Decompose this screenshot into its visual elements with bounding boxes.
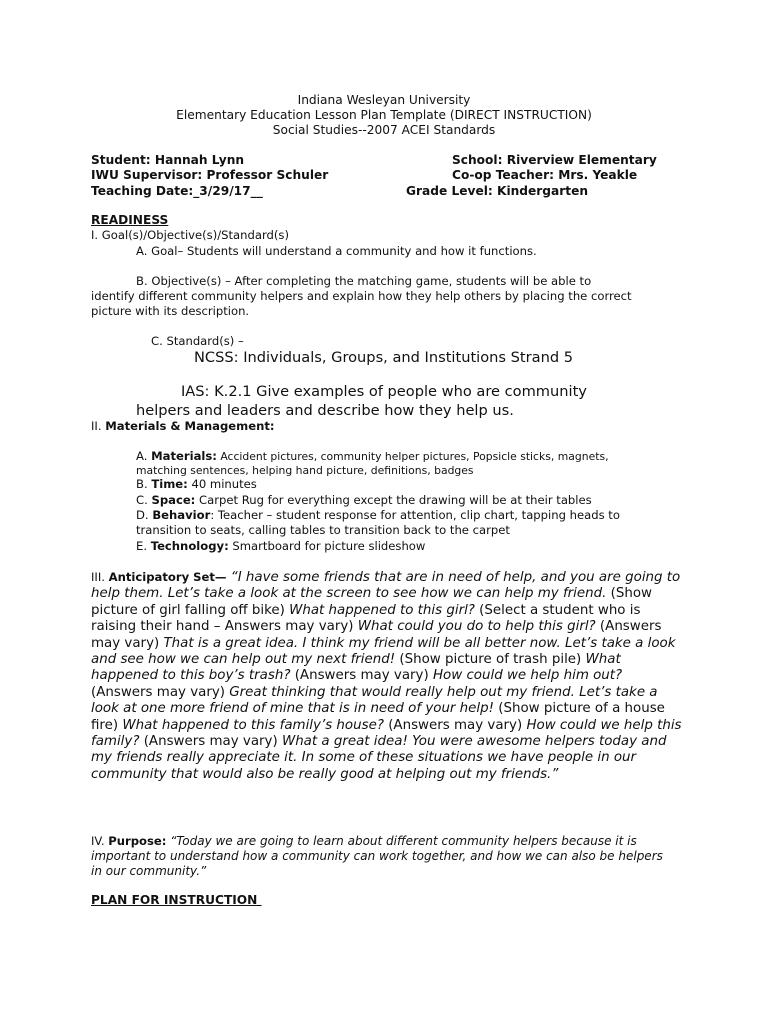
materials-line-1: A. Materials: Accident pictures, community helper pictures, Popsicle sticks, magnets, [136, 449, 609, 463]
space-line: C. Space: Carpet Rug for everything except the drawing will be at their tables [136, 493, 592, 507]
ncss-standard: NCSS: Individuals, Groups, and Institutions Strand 5 [194, 349, 574, 366]
ias-standard-line-1: IAS: K.2.1 Give examples of people who are community [181, 383, 587, 400]
behavior-line-2: transition to seats, calling tables to transition back to the carpet [136, 523, 510, 537]
anticipatory-set: III. Anticipatory Set— “I have some friends that are in need of help, and you are going to help them. Let’s take a look at the screen to see how we can help my friend. (Show picture of girl falling off bike) What happened to this girl? (Select a student who is raising their hand – Answers may vary) What could you do to help this girl? (Answers may vary) That is a great idea. I think my friend will be all better now. Let’s take a look and see how we can help out my next friend! (Show picture of trash pile) What happened to this boy’s trash? (Answers may vary) How could we help him out? (Answers may vary) Great thinking that would really help out my friend. Let’s take a look at one more friend of mine that is in need of your help! (Show picture of a house fire) What happened to this family’s house? (Answers may vary) How could we help this family? (Answers may vary) What a great idea! You were awesome helpers today and my friends really appreciate it. In some of these situations we have people in our community that would also be really good at helping out my friends.” [91, 570, 682, 782]
teaching-date: Teaching Date:_3/29/17__ [91, 184, 263, 198]
grade-level: Grade Level: Kindergarten [406, 184, 589, 198]
template-title: Elementary Education Lesson Plan Template (DIRECT INSTRUCTION) [176, 108, 592, 122]
readiness-heading: READINESS [91, 213, 169, 227]
coop-teacher: Co-op Teacher: Mrs. Yeakle [452, 168, 638, 182]
standards-title: Social Studies--2007 ACEI Standards [272, 123, 496, 137]
plan-heading: PLAN FOR INSTRUCTION [91, 893, 262, 907]
purpose-section: IV. Purpose: “Today we are going to learn about different community helpers because it is important to understand how a community can work together, and how we can also be helpers in our community.” [91, 834, 663, 879]
goal-text: A. Goal– Students will understand a community and how it functions. [136, 244, 537, 258]
time-line: B. Time: 40 minutes [136, 477, 257, 491]
supervisor-name: IWU Supervisor: Professor Schuler [91, 168, 329, 182]
objective-line-1: B. Objective(s) – After completing the matching game, students will be able to [136, 274, 592, 288]
standard-label: C. Standard(s) – [151, 334, 244, 348]
school-name: School: Riverview Elementary [452, 153, 657, 167]
university-title: Indiana Wesleyan University [297, 93, 471, 107]
ias-standard-line-2: helpers and leaders and describe how they help us. [136, 402, 514, 419]
behavior-line-1: D. Behavior: Teacher – student response for attention, clip chart, tapping heads to [136, 508, 620, 522]
materials-heading: II. Materials & Management: [91, 419, 275, 433]
objective-line-3: picture with its description. [91, 304, 250, 318]
student-name: Student: Hannah Lynn [91, 153, 245, 167]
technology-line: E. Technology: Smartboard for picture slideshow [136, 539, 426, 553]
goals-heading: I. Goal(s)/Objective(s)/Standard(s) [91, 228, 289, 242]
materials-line-2: matching sentences, helping hand picture, definitions, badges [136, 464, 474, 477]
objective-line-2: identify different community helpers and explain how they help others by placing the correct [91, 289, 632, 303]
